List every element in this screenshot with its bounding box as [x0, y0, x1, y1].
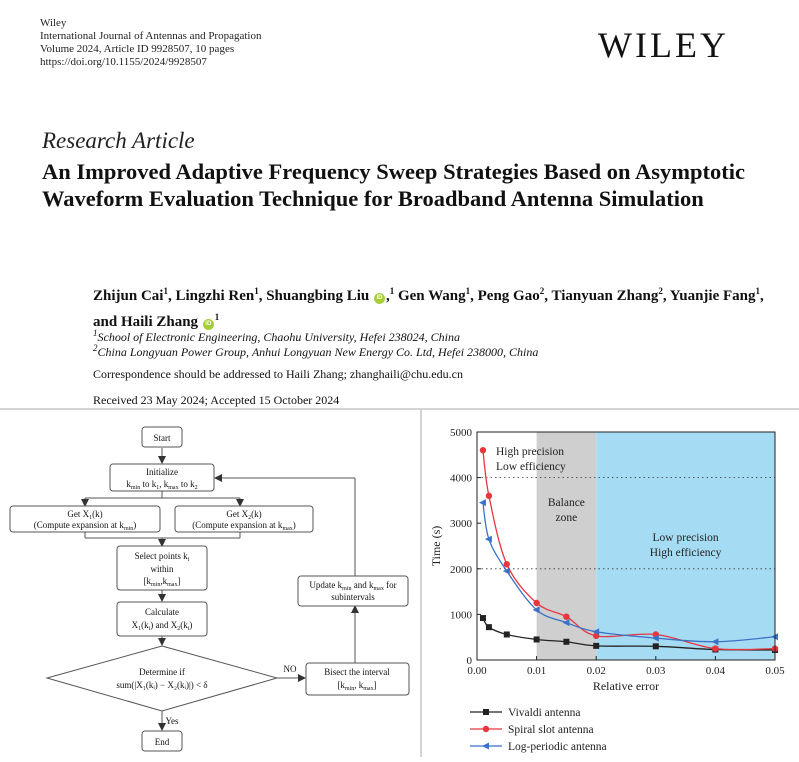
data-point: [504, 631, 510, 637]
author-name: Zhijun Cai: [93, 288, 164, 304]
x-axis-label: Relative error: [592, 679, 660, 693]
flowchart-figure: [0, 410, 418, 757]
author-name: Gen Wang: [397, 288, 466, 304]
affiliation-text: School of Electronic Engineering, Chaohu University, Hefei 238024, China: [97, 330, 461, 344]
author-aff: 1: [755, 286, 761, 296]
author-name: Shuangbing Liu: [266, 288, 370, 304]
get-x2-detail: (Compute expansion at $k_{max}$): [192, 520, 296, 532]
y-tick-label: 3000: [450, 518, 472, 531]
author-name: Lingzhi Ren: [175, 288, 255, 304]
calculate-detail: $X_1(k_i)$ and $X_2(k_i)$: [131, 620, 193, 632]
x-tick-label: 0.01: [526, 665, 547, 677]
time-vs-error-chart: [422, 410, 799, 757]
decision-condition: sum(|X₁(kᵢ) − X₂(kᵢ)|) < δ: [116, 680, 208, 690]
yes-label: Yes: [165, 716, 179, 726]
region-label: zone: [555, 512, 578, 524]
author-aff: 1: [214, 312, 220, 322]
author-name: Tianyuan Zhang: [551, 288, 659, 304]
affiliation-text: China Longyuan Power Group, Anhui Longyuan New Energy Co. Ltd, Hefei 238000, China: [97, 345, 539, 359]
author-list: Zhijun Cai$^1$, Lingzhi Ren$^1$, Shuangbing Liu iD ,$^1$ Gen Wang$^1$, Peng Gao$^2$, Tianyuan Zhang$^2$, Yuanjie Fang$^1$, and Haili Zhang $iD^1$: [93, 286, 764, 330]
legend-marker: [483, 709, 489, 715]
author-name: Yuanjie Fang: [669, 288, 756, 304]
get-x1-detail: (Compute expansion at $k_{min}$): [33, 520, 137, 532]
author-aff: 1: [465, 286, 471, 296]
region-label: Balance: [547, 497, 585, 509]
data-point: [533, 600, 539, 606]
legend-marker: [483, 726, 489, 732]
journal-name: International Journal of Antennas and Propagation: [40, 30, 262, 42]
y-tick-label: 2000: [450, 563, 472, 576]
wiley-logo: WILEY: [598, 25, 729, 65]
annotation-label: Low efficiency: [496, 461, 566, 473]
data-point: [503, 568, 510, 575]
data-point: [479, 499, 486, 506]
bisect-range: [$k_{min}$, $k_{max}$]: [337, 680, 377, 692]
x-tick-label: 0.05: [765, 665, 785, 677]
annotation-label: High precision: [496, 446, 565, 458]
author-aff: 1: [163, 286, 168, 296]
initialize-detail: $k_{min}$ to $k_1$, $k_{max}$ to $k_2$: [126, 479, 198, 491]
calculate-label: Calculate: [145, 607, 179, 617]
get-x2-label: Get $X_2(k)$: [226, 509, 262, 521]
data-point: [534, 636, 540, 642]
select-within: within: [150, 564, 174, 574]
legend-label: Log-periodic antenna: [508, 741, 607, 753]
data-point: [504, 561, 510, 567]
data-point: [653, 643, 659, 649]
start-label: Start: [153, 433, 171, 443]
y-tick-label: 4000: [450, 472, 472, 485]
correspondence: Correspondence should be addressed to Haili Zhang; zhanghaili@chu.edu.cn: [93, 367, 463, 381]
author-aff: 1: [254, 286, 259, 296]
region-label: High efficiency: [649, 547, 722, 559]
publisher-name: Wiley: [40, 17, 67, 29]
volume-info: Volume 2024, Article ID 9928507, 10 pages: [40, 43, 235, 55]
end-label: End: [154, 737, 170, 747]
legend-marker: [482, 743, 489, 750]
received-accepted-dates: Received 23 May 2024; Accepted 15 October 2024: [93, 393, 340, 407]
author-aff: 2: [539, 286, 545, 296]
affiliation-number: 2: [93, 343, 98, 353]
select-range: $[k_{min},k_{max}]$: [143, 576, 181, 588]
data-point: [593, 643, 599, 649]
flowchart-svg: [0, 410, 418, 757]
orcid-icon[interactable]: iD: [374, 293, 385, 304]
data-point: [480, 447, 486, 453]
author-aff: 1: [389, 286, 395, 296]
y-tick-label: 0: [466, 655, 472, 667]
paper-title: An Improved Adaptive Frequency Sweep Strategies Based on Asymptotic Waveform Evaluation Technique for Broadband Antenna Simulation: [42, 159, 745, 211]
select-label: Select points $k_i$: [134, 551, 190, 563]
y-axis-label: Time (s): [429, 525, 443, 567]
data-point: [563, 613, 569, 619]
article-type: Research Article: [42, 128, 195, 153]
orcid-icon[interactable]: iD: [203, 319, 214, 330]
bisect-label: Bisect the interval: [324, 667, 390, 677]
no-label: NO: [283, 664, 297, 674]
x-tick-label: 0.00: [467, 665, 487, 677]
x-tick-label: 0.04: [705, 665, 726, 677]
get-x1-label: Get $X_1(k)$: [67, 509, 103, 521]
chart-region: [596, 432, 775, 660]
affiliation-2: [93, 343, 538, 360]
initialize-label: Initialize: [146, 467, 178, 477]
author-aff: 2: [658, 286, 663, 296]
data-point: [480, 615, 486, 621]
x-tick-label: 0.02: [586, 665, 606, 677]
doi-link[interactable]: https://doi.org/10.1155/2024/9928507: [40, 56, 207, 68]
update-subintervals: subintervals: [331, 592, 375, 602]
author-conjunction: and: [93, 314, 118, 330]
y-tick-label: 5000: [450, 427, 472, 439]
decision-label: Determine if: [139, 667, 185, 677]
data-point: [563, 639, 569, 645]
data-point: [486, 624, 492, 630]
x-tick-label: 0.03: [646, 665, 666, 677]
affiliation-number: 1: [93, 328, 98, 338]
data-point: [712, 645, 718, 651]
chart-figure: [420, 410, 799, 757]
update-label: Update $k_{min}$ and $k_{max}$ for: [309, 580, 397, 592]
y-tick-label: 1000: [450, 609, 472, 622]
decision-node: [47, 646, 277, 711]
legend-label: Vivaldi antenna: [508, 707, 581, 719]
region-label: Low precision: [652, 532, 719, 544]
author-name: Haili Zhang: [120, 314, 199, 330]
author-name: Peng Gao: [477, 288, 540, 304]
data-point: [486, 493, 492, 499]
legend-label: Spiral slot antenna: [508, 724, 594, 736]
